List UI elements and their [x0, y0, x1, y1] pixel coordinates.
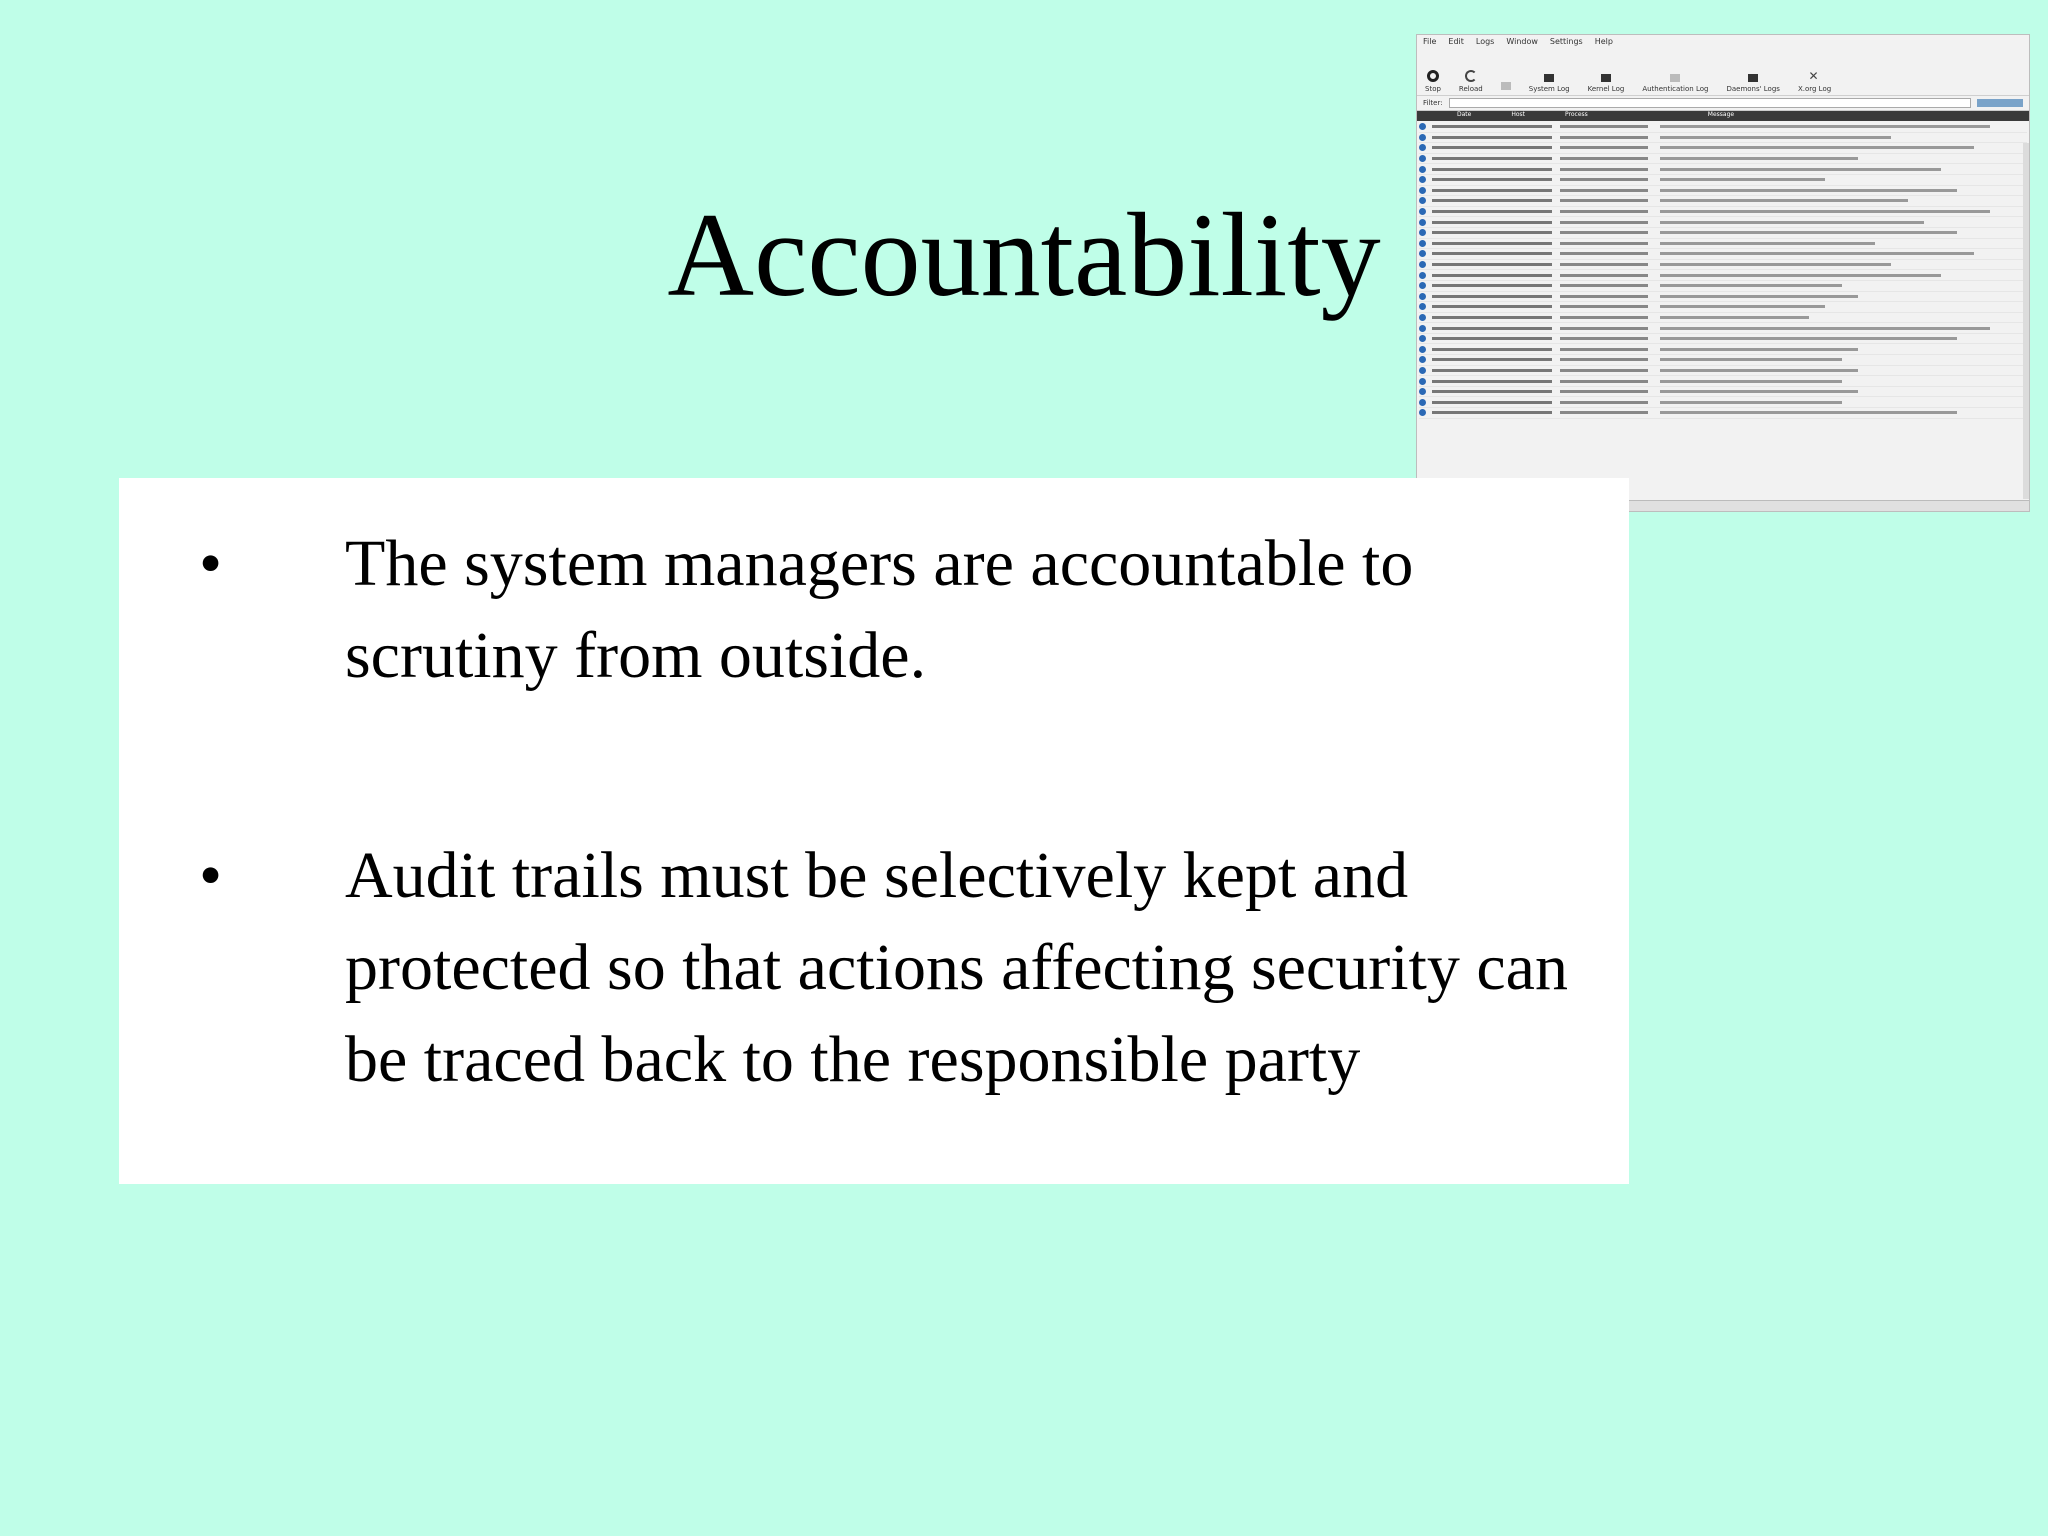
thumb-log-row — [1419, 408, 2027, 419]
thumb-log-row — [1419, 175, 2027, 186]
thumb-cell — [1660, 274, 1941, 277]
thumb-column-header: Host — [1511, 111, 1526, 118]
thumb-cell — [1560, 401, 1648, 404]
thumb-log-row — [1419, 355, 2027, 366]
thumb-cell — [1432, 337, 1552, 340]
info-icon — [1419, 272, 1426, 279]
thumb-cell — [1560, 199, 1648, 202]
info-icon — [1419, 356, 1426, 363]
thumb-cell — [1432, 295, 1552, 298]
thumb-auth-log-button — [1642, 74, 1708, 93]
thumb-cell — [1432, 231, 1552, 234]
thumb-cell — [1660, 231, 1957, 234]
thumb-log-rows — [1417, 121, 2029, 420]
thumb-menubar — [1417, 35, 2029, 53]
thumb-cell — [1432, 327, 1552, 330]
thumb-cell — [1660, 263, 1891, 266]
info-icon — [1419, 166, 1426, 173]
thumb-disabled-button — [1501, 82, 1511, 93]
info-icon — [1419, 367, 1426, 374]
thumb-cell — [1660, 411, 1957, 414]
thumb-cell — [1432, 284, 1552, 287]
stop-icon — [1427, 70, 1439, 82]
info-icon — [1419, 144, 1426, 151]
info-icon — [1419, 176, 1426, 183]
thumb-cell — [1660, 178, 1825, 181]
thumb-column-header: Process — [1565, 111, 1588, 118]
thumb-cell — [1432, 136, 1552, 139]
info-icon — [1419, 388, 1426, 395]
thumb-log-row — [1419, 281, 2027, 292]
thumb-cell — [1560, 380, 1648, 383]
thumb-cell — [1560, 390, 1648, 393]
bullet-text: Audit trails must be selectively kept and protected so that actions affecting security can be traced back to the responsible party — [345, 839, 1568, 1096]
reload-icon — [1465, 70, 1477, 82]
info-icon — [1419, 261, 1426, 268]
thumb-log-row — [1419, 302, 2027, 313]
info-icon — [1419, 378, 1426, 385]
thumb-cell — [1660, 380, 1842, 383]
thumb-cell — [1560, 231, 1648, 234]
thumb-cell — [1660, 157, 1858, 160]
thumb-cell — [1432, 380, 1552, 383]
thumb-log-row — [1419, 196, 2027, 207]
thumb-log-row — [1419, 186, 2027, 197]
thumb-menu-item: Settings — [1549, 37, 1583, 46]
thumb-cell — [1560, 327, 1648, 330]
thumb-log-row — [1419, 228, 2027, 239]
thumb-filter-input — [1449, 98, 1971, 108]
log-icon — [1544, 74, 1554, 82]
thumb-cell — [1660, 125, 1990, 128]
thumb-cell — [1432, 263, 1552, 266]
thumb-cell — [1560, 146, 1648, 149]
thumb-cell — [1560, 316, 1648, 319]
log-icon — [1748, 74, 1758, 82]
thumb-cell — [1660, 242, 1875, 245]
bullet-item — [199, 830, 1589, 1106]
thumb-column-header: Date — [1457, 111, 1472, 118]
info-icon — [1419, 314, 1426, 321]
bullet-dot: • — [199, 839, 223, 912]
thumb-cell — [1660, 210, 1990, 213]
thumb-log-row — [1419, 143, 2027, 154]
info-icon — [1419, 325, 1426, 332]
thumb-cell — [1660, 221, 1924, 224]
x-icon: ✕ — [1808, 69, 1819, 83]
info-icon — [1419, 250, 1426, 257]
thumb-log-row — [1419, 366, 2027, 377]
info-icon — [1419, 240, 1426, 247]
thumb-cell — [1560, 263, 1648, 266]
thumb-tool-label: X.org Log — [1797, 85, 1832, 93]
thumb-daemons-log-button — [1726, 74, 1779, 93]
log-icon — [1670, 74, 1680, 82]
thumb-cell — [1560, 125, 1648, 128]
thumb-cell — [1560, 284, 1648, 287]
thumb-cell — [1660, 369, 1858, 372]
thumb-system-log-button — [1529, 74, 1570, 93]
thumb-menu-item: Edit — [1448, 37, 1464, 46]
thumb-cell — [1432, 369, 1552, 372]
thumb-tool-label: Reload — [1458, 85, 1483, 93]
thumb-log-row — [1419, 249, 2027, 260]
thumb-cell — [1432, 189, 1552, 192]
thumb-log-row — [1419, 376, 2027, 387]
thumb-log-row — [1419, 260, 2027, 271]
thumb-cell — [1560, 168, 1648, 171]
thumb-cell — [1432, 242, 1552, 245]
thumb-cell — [1660, 358, 1842, 361]
thumb-xorg-log-button — [1798, 70, 1831, 93]
thumb-cell — [1432, 157, 1552, 160]
thumb-cell — [1560, 337, 1648, 340]
thumb-cell — [1560, 295, 1648, 298]
thumb-tool-label: Authentication Log — [1642, 85, 1709, 93]
thumb-cell — [1432, 390, 1552, 393]
thumb-cell — [1560, 411, 1648, 414]
thumb-cell — [1660, 199, 1908, 202]
thumb-cell — [1660, 316, 1809, 319]
thumb-cell — [1560, 348, 1648, 351]
thumb-cell — [1560, 210, 1648, 213]
thumb-log-row — [1419, 164, 2027, 175]
thumb-cell — [1660, 348, 1858, 351]
thumb-cell — [1432, 411, 1552, 414]
thumb-cell — [1560, 252, 1648, 255]
thumb-menu-item: Logs — [1475, 37, 1495, 46]
thumb-scrollbar — [2023, 143, 2029, 499]
thumb-cell — [1660, 327, 1990, 330]
disabled-icon — [1501, 82, 1511, 90]
thumb-cell — [1432, 221, 1552, 224]
thumb-cell — [1560, 274, 1648, 277]
thumb-log-row — [1419, 313, 2027, 324]
bullet-dot: • — [199, 527, 223, 600]
thumb-cell — [1432, 316, 1552, 319]
slide-title: Accountability — [667, 188, 1381, 321]
thumb-cell — [1660, 252, 1974, 255]
thumb-tool-label: System Log — [1528, 85, 1570, 93]
thumb-reload-button — [1459, 70, 1483, 93]
info-icon — [1419, 346, 1426, 353]
thumb-cell — [1660, 284, 1842, 287]
thumb-cell — [1660, 390, 1858, 393]
thumb-log-row — [1419, 292, 2027, 303]
thumb-cell — [1660, 189, 1957, 192]
info-icon — [1419, 399, 1426, 406]
thumb-log-row — [1419, 334, 2027, 345]
thumb-cell — [1660, 146, 1974, 149]
thumb-cell — [1432, 168, 1552, 171]
thumb-cell — [1432, 125, 1552, 128]
thumb-log-row — [1419, 154, 2027, 165]
thumb-cell — [1560, 157, 1648, 160]
info-icon — [1419, 229, 1426, 236]
thumb-log-row — [1419, 239, 2027, 250]
info-icon — [1419, 197, 1426, 204]
info-icon — [1419, 123, 1426, 130]
thumb-cell — [1432, 252, 1552, 255]
info-icon — [1419, 208, 1426, 215]
bullet-item — [199, 518, 1589, 702]
thumb-cell — [1560, 189, 1648, 192]
thumb-cell — [1560, 136, 1648, 139]
info-icon — [1419, 282, 1426, 289]
log-icon — [1601, 74, 1611, 82]
thumb-cell — [1560, 178, 1648, 181]
thumb-menu-item: Window — [1506, 37, 1538, 46]
thumb-log-row — [1419, 207, 2027, 218]
info-icon — [1419, 134, 1426, 141]
thumb-cell — [1560, 305, 1648, 308]
info-icon — [1419, 293, 1426, 300]
thumb-cell — [1660, 295, 1858, 298]
info-icon — [1419, 187, 1426, 194]
log-viewer-screenshot — [1416, 34, 2030, 512]
thumb-cell — [1560, 221, 1648, 224]
thumb-cell — [1660, 168, 1941, 171]
thumb-log-row — [1419, 387, 2027, 398]
thumb-cell — [1432, 358, 1552, 361]
content-box — [119, 478, 1629, 1184]
thumb-cell — [1432, 146, 1552, 149]
thumb-tool-label: Stop — [1425, 85, 1441, 93]
thumb-log-row — [1419, 122, 2027, 133]
thumb-cell — [1560, 242, 1648, 245]
thumb-toolbar — [1417, 53, 2029, 96]
thumb-cell — [1432, 401, 1552, 404]
thumb-cell — [1660, 136, 1891, 139]
thumb-cell — [1660, 305, 1825, 308]
thumb-tool-label: Kernel Log — [1587, 85, 1625, 93]
thumb-cell — [1560, 369, 1648, 372]
thumb-stop-button — [1425, 70, 1441, 93]
info-icon — [1419, 155, 1426, 162]
thumb-menu-item: File — [1423, 37, 1437, 46]
thumb-cell — [1432, 199, 1552, 202]
thumb-kernel-log-button — [1588, 74, 1625, 93]
thumb-cell — [1432, 305, 1552, 308]
info-icon — [1419, 303, 1426, 310]
thumb-cell — [1432, 210, 1552, 213]
thumb-tool-label: Daemons' Logs — [1726, 85, 1780, 93]
thumb-table-header — [1417, 111, 2029, 121]
thumb-log-row — [1419, 217, 2027, 228]
thumb-filter-button — [1977, 99, 2023, 107]
info-icon — [1419, 219, 1426, 226]
thumb-cell — [1432, 348, 1552, 351]
thumb-log-row — [1419, 344, 2027, 355]
info-icon — [1419, 409, 1426, 416]
info-icon — [1419, 335, 1426, 342]
thumb-column-header: Message — [1707, 111, 1735, 118]
thumb-menu-item: Help — [1594, 37, 1613, 46]
thumb-cell — [1660, 401, 1842, 404]
thumb-filter-bar — [1417, 96, 2029, 111]
thumb-log-row — [1419, 270, 2027, 281]
thumb-cell — [1432, 178, 1552, 181]
thumb-log-row — [1419, 397, 2027, 408]
thumb-cell — [1432, 274, 1552, 277]
thumb-log-row — [1419, 323, 2027, 334]
thumb-log-row — [1419, 133, 2027, 144]
thumb-cell — [1560, 358, 1648, 361]
bullet-text: The system managers are accountable to scrutiny from outside. — [345, 527, 1414, 692]
thumb-cell — [1660, 337, 1957, 340]
thumb-filter-label: Filter: — [1423, 99, 1443, 107]
